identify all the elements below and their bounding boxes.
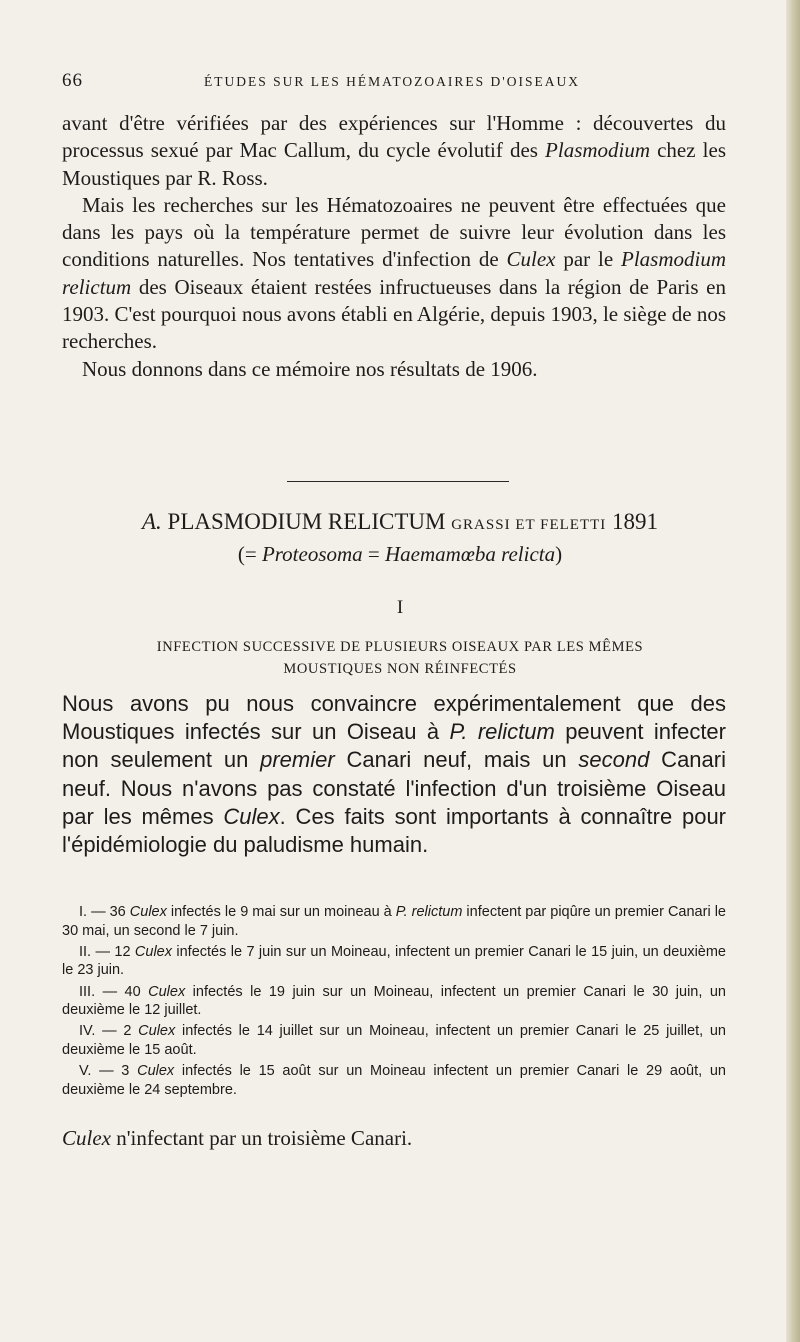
intro-text bbox=[62, 110, 726, 383]
section-divider bbox=[287, 481, 509, 482]
note-item: V. — 3 Culex infectés le 15 août sur un Moineau infectent un premier Canari le 29 août, un deuxième le 24 septembre. bbox=[62, 1063, 726, 1098]
page-number: 66 bbox=[62, 70, 83, 91]
note-item: III. — 40 Culex infectés le 19 juin sur un Moineau, infectent un premier Canari le 30 juin, un deuxième le 12 juillet. bbox=[62, 983, 726, 1019]
section-title: A. PLASMODIUM RELICTUM GRASSI ET FELETTI 1891 bbox=[141, 509, 659, 534]
intro-paragraph-1: avant d'être vérifiées par des expériences sur l'Homme : découvertes du processus sexué par Mac Callum, du cycle évolutif des Plasmodium chez les Moustiques par R. Ross. bbox=[62, 111, 726, 190]
subsection-heading: INFECTION SUCCESSIVE DE PLUSIEURS OISEAUX PAR LES MÊMES MOUSTIQUES NON RÉINFECTÉS bbox=[156, 639, 644, 677]
page-edge bbox=[786, 0, 800, 1342]
intro-paragraph-2: Mais les recherches sur les Hématozoaires ne peuvent être effectuées que dans les pays où la température permet de suivre leur évolution dans les conditions naturelles. Nos tentatives d'infection de Culex par le Plasmodium relictum des Oiseaux étaient restées infructueuses dans la région de Paris en 1903. C'est pourquoi nous avons établi en Algérie, depuis 1903, le siège de nos recherches. bbox=[62, 192, 727, 354]
section-synonym: (= Proteosoma = Haemamœba relicta) bbox=[237, 542, 563, 566]
note-item: I. — 36 Culex infectés le 9 mai sur un moineau à P. relictum infectent par piqûre un premier Canari le 30 mai, un second le 7 juin. bbox=[62, 904, 726, 939]
experiment-notes bbox=[62, 903, 726, 1102]
main-paragraph: Nous avons pu nous convaincre expérimentalement que des Moustiques infectés sur un Oiseau à P. relictum peuvent infecter non seulement un premier Canari neuf, mais un second Canari neuf. Nous n'avons pas constaté l'infection d'un troisième Oiseau par les mêmes Culex. Ces faits sont importants à connaître pour l'épidémiologie du paludisme humain. bbox=[62, 691, 727, 858]
intro-paragraph-3: Nous donnons dans ce mémoire nos résultats de 1906. bbox=[82, 356, 538, 381]
note-item: IV. — 2 Culex infectés le 14 juillet sur un Moineau, infectent un premier Canari le 25 juillet, un deuxième le 15 août. bbox=[62, 1023, 726, 1058]
subsection-numeral: I bbox=[396, 597, 404, 618]
note-item: II. — 12 Culex infectés le 7 juin sur un Moineau, infectent un premier Canari le 15 juin, un deuxième le 23 juin. bbox=[62, 943, 726, 979]
closing-line: Culex n'infectant par un troisième Canari. bbox=[62, 1126, 413, 1150]
page-header bbox=[62, 70, 722, 100]
running-head: ÉTUDES SUR LES HÉMATOZOAIRES D'OISEAUX bbox=[204, 74, 580, 89]
